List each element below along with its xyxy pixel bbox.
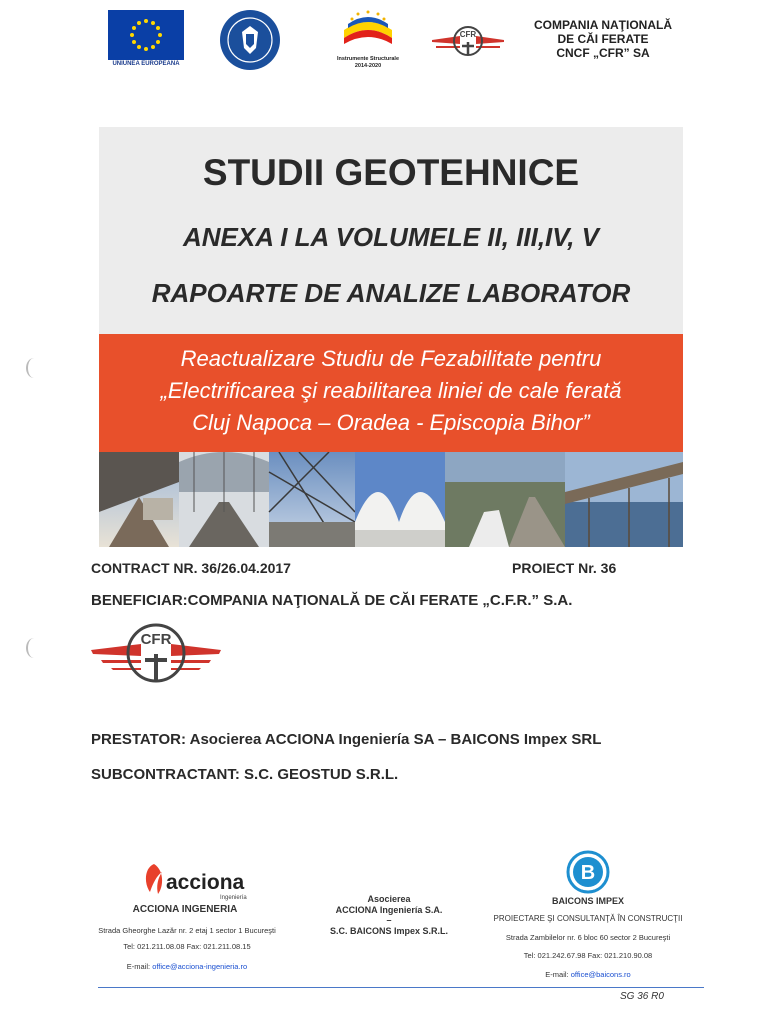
project-banner-line-3: Cluj Napoca – Oradea - Episcopia Bihor” xyxy=(192,410,590,435)
baicons-email-label: E-mail: xyxy=(545,970,571,979)
is-caption-line-2: 2014-2020 xyxy=(354,63,382,69)
acciona-logo xyxy=(140,856,250,902)
project-banner-line-1: Reactualizare Studiu de Fezabilitate pentru xyxy=(180,346,602,371)
binder-hole xyxy=(26,358,42,378)
document-code: SG 36 R0 xyxy=(620,991,664,1002)
eu-flag-logo xyxy=(108,10,184,60)
acciona-name: ACCIONA INGENERIA xyxy=(132,904,238,915)
acciona-logo-sub: Ingeniería xyxy=(220,895,247,901)
company-line-1: COMPANIA NAŢIONALĂ xyxy=(534,18,672,32)
project-number: PROIECT Nr. 36 xyxy=(512,560,617,576)
cfr-logo-large-text: CFR xyxy=(140,631,172,648)
reports-title: RAPOARTE DE ANALIZE LABORATOR xyxy=(151,278,631,308)
railway-photo-strip xyxy=(99,452,683,547)
instrumente-structurale-caption xyxy=(326,56,410,70)
annex-title: ANEXA I LA VOLUMELE II, III,IV, V xyxy=(182,222,600,252)
association-block xyxy=(306,894,472,936)
acciona-address: Strada Gheorghe Lazăr nr. 2 etaj 1 sector 1 Bucureşti xyxy=(98,926,276,935)
baicons-email-line xyxy=(470,970,706,979)
binder-hole xyxy=(26,638,42,658)
acciona-phone: Tel: 021.211.08.08 Fax: 021.211.08.15 xyxy=(123,942,251,951)
is-caption-line-1: Instrumente Structurale xyxy=(336,56,400,62)
baicons-logo-letter: B xyxy=(580,862,596,884)
romanian-government-seal xyxy=(218,8,282,72)
company-name-block xyxy=(518,18,688,60)
contract-number: CONTRACT NR. 36/26.04.2017 xyxy=(91,560,291,576)
acciona-email-label: E-mail: xyxy=(126,962,153,971)
subcontractor: SUBCONTRACTANT: S.C. GEOSTUD S.R.L. xyxy=(91,766,399,783)
cfr-logo xyxy=(430,24,506,58)
company-line-2: DE CĂI FERATE xyxy=(557,32,649,46)
association-line-4: S.C. BAICONS Impex S.R.L. xyxy=(329,925,449,936)
baicons-address: Strada Zambilelor nr. 6 bloc 60 sector 2 Bucureşti xyxy=(505,933,671,942)
instrumente-structurale-logo xyxy=(338,8,398,54)
footer-divider xyxy=(98,987,704,988)
association-line-2: ACCIONA Ingeniería S.A. xyxy=(335,904,443,915)
document-title: STUDII GEOTEHNICE xyxy=(202,152,580,193)
association-line-3: – xyxy=(386,915,392,925)
beneficiary: BENEFICIAR:COMPANIA NAŢIONALĂ DE CĂI FERATE „C.F.R.” S.A. xyxy=(91,592,573,609)
acciona-email-line xyxy=(72,962,302,971)
baicons-email-link[interactable]: office@baicons.ro xyxy=(570,970,631,979)
project-banner-line-2: „Electrificarea şi reabilitarea liniei de cale ferată xyxy=(160,378,622,403)
baicons-phone: Tel: 021.242.67.98 Fax: 021.210.90.08 xyxy=(523,951,653,960)
association-line-1: Asocierea xyxy=(367,894,411,904)
eu-caption: UNIUNEA EUROPEANĂ xyxy=(112,61,180,67)
baicons-name: BAICONS IMPEX xyxy=(551,896,624,906)
baicons-logo xyxy=(566,850,610,894)
provider: PRESTATOR: Asocierea ACCIONA Ingeniería SA – BAICONS Impex SRL xyxy=(91,731,602,748)
acciona-email-link[interactable]: office@acciona-ingenieria.ro xyxy=(152,962,248,971)
acciona-logo-text: acciona xyxy=(166,871,245,894)
company-line-3: CNCF „CFR” SA xyxy=(556,46,650,60)
cfr-logo-large xyxy=(91,620,221,688)
baicons-description: PROIECTARE ŞI CONSULTANŢĂ ÎN CONSTRUCŢII xyxy=(493,914,683,923)
cfr-logo-text: CFR xyxy=(459,30,477,39)
